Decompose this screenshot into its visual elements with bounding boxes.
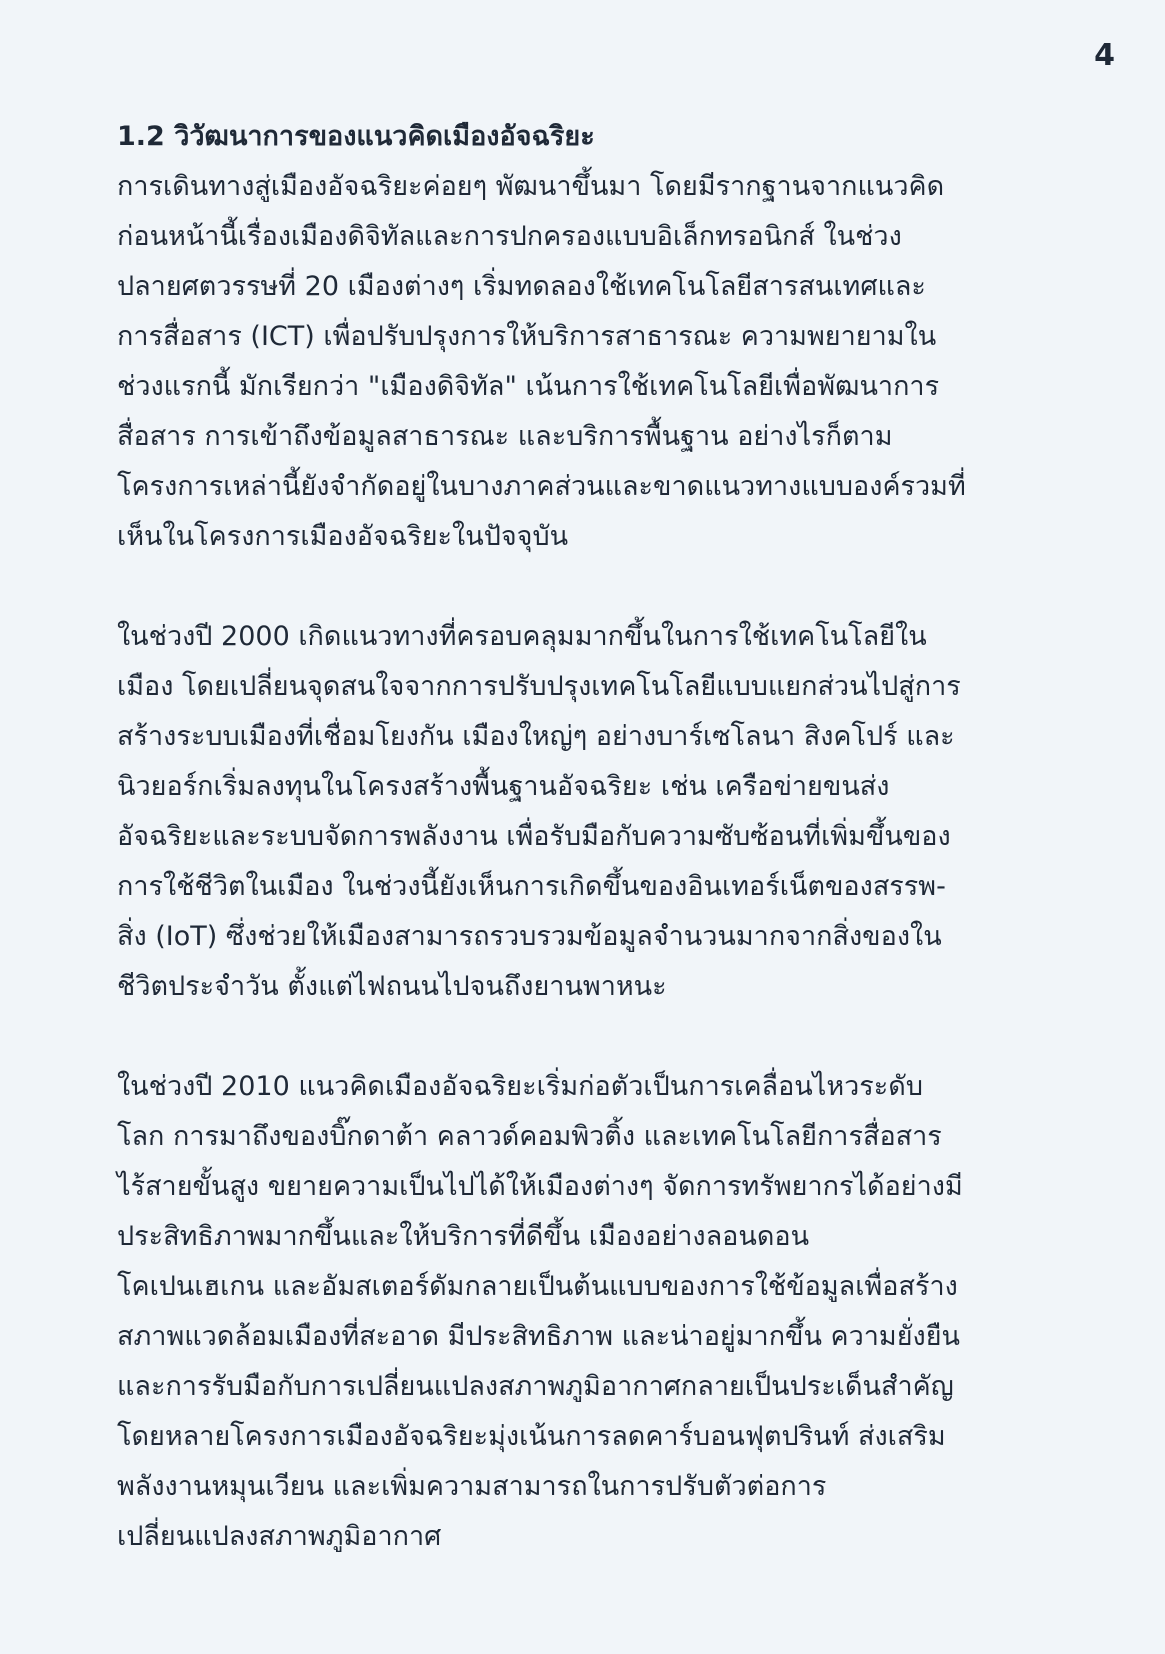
paragraph-line: สื่อสาร การเข้าถึงข้อมูลสาธารณะ และบริการพื้นฐาน อย่างไรก็ตาม xyxy=(117,421,893,452)
paragraph-line: ในช่วงปี 2010 แนวคิดเมืองอัจฉริยะเริ่มก่อตัวเป็นการเคลื่อนไหวระดับ xyxy=(117,1071,923,1102)
paragraph-line: เมือง โดยเปลี่ยนจุดสนใจจากการปรับปรุงเทคโนโลยีแบบแยกส่วนไปสู่การ xyxy=(117,671,961,702)
paragraph-spacer xyxy=(117,1012,1057,1062)
paragraph-line: การสื่อสาร (ICT) เพื่อปรับปรุงการให้บริการสาธารณะ ความพยายามใน xyxy=(117,321,937,352)
paragraph-line: ชีวิตประจำวัน ตั้งแต่ไฟถนนไปจนถึงยานพาหนะ xyxy=(117,971,667,1002)
paragraph-line: อัจฉริยะและระบบจัดการพลังงาน เพื่อรับมือกับความซับซ้อนที่เพิ่มขึ้นของ xyxy=(117,821,951,852)
paragraph-line: พลังงานหมุนเวียน และเพิ่มความสามารถในการปรับตัวต่อการ xyxy=(117,1471,827,1502)
paragraph-line: การเดินทางสู่เมืองอัจฉริยะค่อยๆ พัฒนาขึ้นมา โดยมีรากฐานจากแนวคิด xyxy=(117,171,945,202)
paragraph-line: ช่วงแรกนี้ มักเรียกว่า "เมืองดิจิทัล" เน้นการใช้เทคโนโลยีเพื่อพัฒนาการ xyxy=(117,371,940,402)
paragraph-line: การใช้ชีวิตในเมือง ในช่วงนี้ยังเห็นการเกิดขึ้นของอินเทอร์เน็ตของสรรพ- xyxy=(117,871,946,902)
paragraph-1 xyxy=(117,162,1057,562)
paragraph-line: โคเปนเฮเกน และอัมสเตอร์ดัมกลายเป็นต้นแบบของการใช้ข้อมูลเพื่อสร้าง xyxy=(117,1271,958,1302)
paragraph-line: โดยหลายโครงการเมืองอัจฉริยะมุ่งเน้นการลดคาร์บอนฟุตปรินท์ ส่งเสริม xyxy=(117,1421,946,1452)
paragraph-line: ในช่วงปี 2000 เกิดแนวทางที่ครอบคลุมมากขึ้นในการใช้เทคโนโลยีใน xyxy=(117,621,927,652)
paragraph-line: นิวยอร์กเริ่มลงทุนในโครงสร้างพื้นฐานอัจฉริยะ เช่น เครือข่ายขนส่ง xyxy=(117,771,890,802)
paragraph-3 xyxy=(117,1062,1057,1562)
paragraph-line: สิ่ง (IoT) ซึ่งช่วยให้เมืองสามารถรวบรวมข้อมูลจำนวนมากจากสิ่งของใน xyxy=(117,921,942,952)
paragraph-line: เปลี่ยนแปลงสภาพภูมิอากาศ xyxy=(117,1521,442,1552)
paragraph-line: ก่อนหน้านี้เรื่องเมืองดิจิทัลและการปกครองแบบอิเล็กทรอนิกส์ ในช่วง xyxy=(117,221,902,252)
paragraph-line: เห็นในโครงการเมืองอัจฉริยะในปัจจุบัน xyxy=(117,521,569,552)
paragraph-line: สภาพแวดล้อมเมืองที่สะอาด มีประสิทธิภาพ และน่าอยู่มากขึ้น ความยั่งยืน xyxy=(117,1321,960,1352)
paragraph-line: โลก การมาถึงของบิ๊กดาต้า คลาวด์คอมพิวติ้ง และเทคโนโลยีการสื่อสาร xyxy=(117,1121,942,1152)
paragraph-2 xyxy=(117,612,1057,1012)
paragraph-line: ไร้สายขั้นสูง ขยายความเป็นไปได้ให้เมืองต่างๆ จัดการทรัพยากรได้อย่างมี xyxy=(117,1171,963,1202)
page-number: 4 xyxy=(1094,38,1115,73)
paragraph-line: โครงการเหล่านี้ยังจำกัดอยู่ในบางภาคส่วนและขาดแนวทางแบบองค์รวมที่ xyxy=(117,471,966,502)
section-heading: 1.2 วิวัฒนาการของแนวคิดเมืองอัจฉริยะ xyxy=(117,121,595,152)
paragraph-spacer xyxy=(117,562,1057,612)
paragraph-line: สร้างระบบเมืองที่เชื่อมโยงกัน เมืองใหญ่ๆ อย่างบาร์เซโลนา สิงคโปร์ และ xyxy=(117,721,955,752)
section-content xyxy=(117,112,1057,1562)
paragraph-line: ปลายศตวรรษที่ 20 เมืองต่างๆ เริ่มทดลองใช้เทคโนโลยีสารสนเทศและ xyxy=(117,271,926,302)
paragraph-line: และการรับมือกับการเปลี่ยนแปลงสภาพภูมิอากาศกลายเป็นประเด็นสำคัญ xyxy=(117,1371,954,1402)
paragraph-line: ประสิทธิภาพมากขึ้นและให้บริการที่ดีขึ้น เมืองอย่างลอนดอน xyxy=(117,1221,810,1252)
